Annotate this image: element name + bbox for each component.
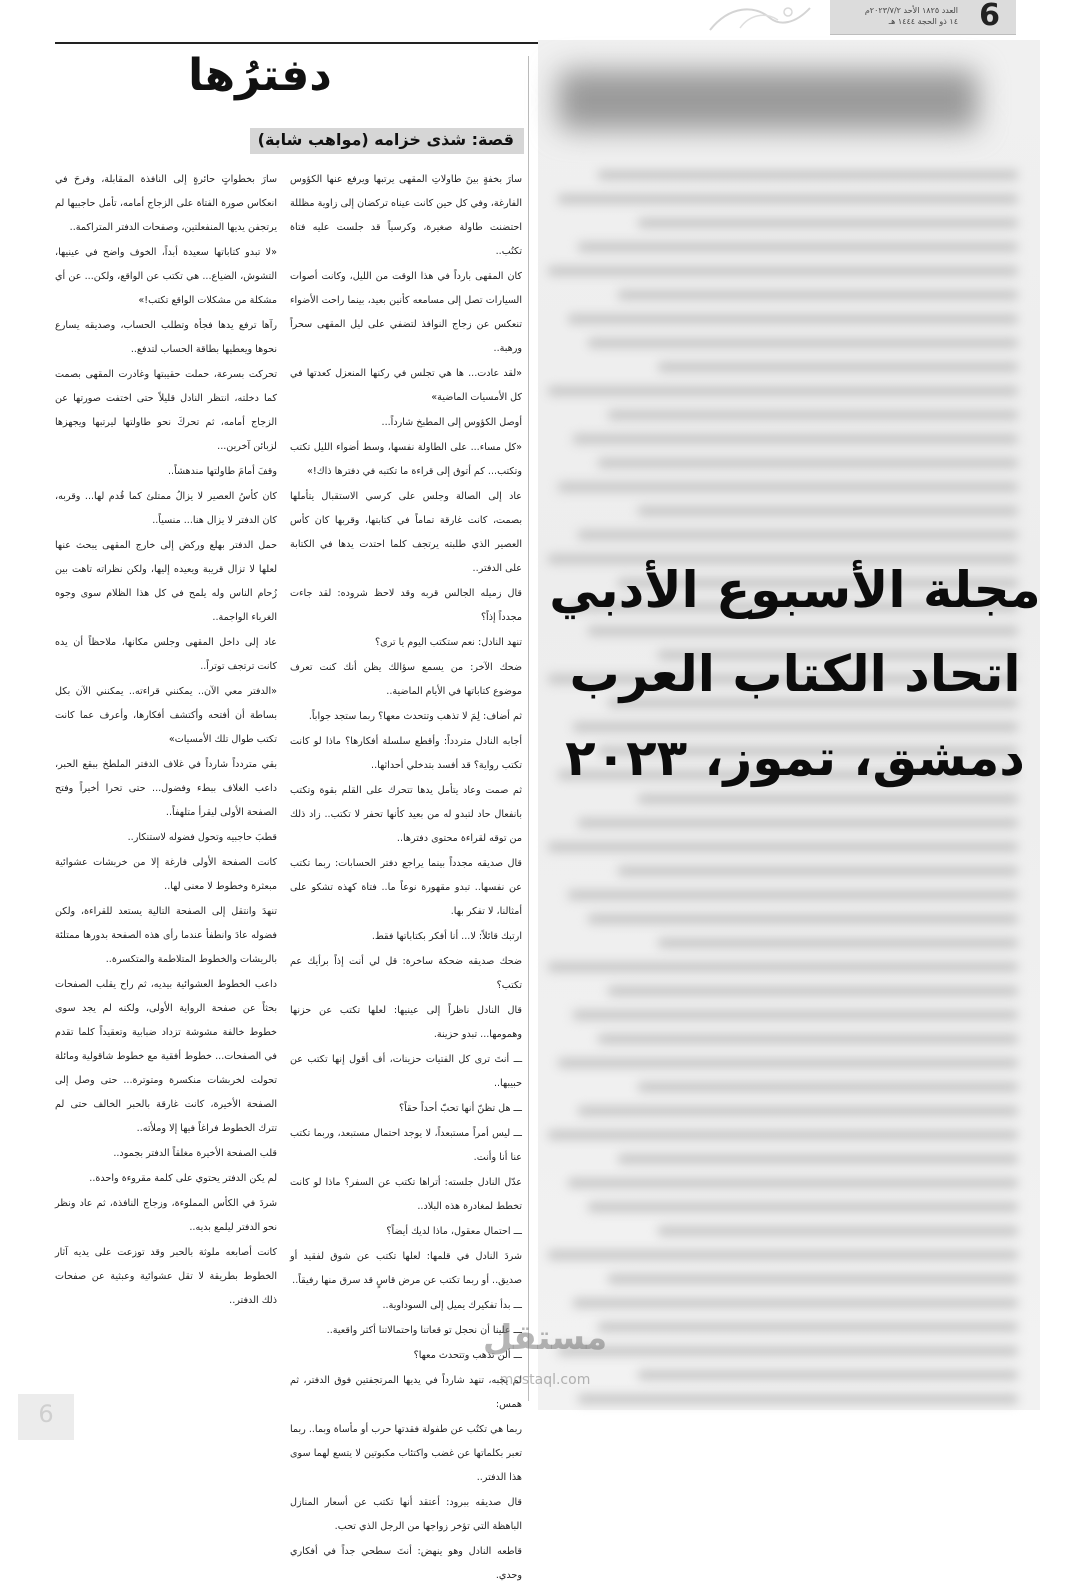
paragraph: كان المقهى بارداً في هذا الوقت من الليل، وكانت أصوات السيارات تصل إلى مسامعه كأنين بعيد، بينما راحت الأضواء تنعكس عن زجاج النوافذ لتضفي على ليل المقهى سحراً ورهبة..: [290, 271, 522, 354]
blurred-text-line: [568, 890, 1018, 900]
blurred-text-line: [548, 962, 1018, 972]
blurred-text-line: [618, 290, 1018, 300]
paragraph: داعب الخطوط العشوائية بيديه، ثم راح يقلب الصفحات بحثاً عن صفحة الرواية الأولى، ولكنه لم يجد سوى خطوط خالفة مشوشة تزداد ضبابية وتعقيداً كلما تقدم في الصفحات... خطوط أفقية مع خطوط شاقولية ومائلة تحولت لخربشات منكسرة ومتوترة... حتى وصل إلى الصفحة الأخيرة، كانت غارقة بالحبر الخالف حتى لم تترك الخطوط فراغاً فيها إلا وملأته..: [55, 979, 277, 1134]
blurred-text-line: [548, 266, 1018, 276]
paragraph: قلب الصفحة الأخيرة مغلقاً الدفتر بجمود..: [113, 1148, 277, 1159]
blurred-text-line: [558, 1058, 1018, 1068]
watermark-line-3: دمشق، تموز، ٢٠٢٣: [565, 729, 1025, 787]
article-column-left: [55, 168, 277, 1400]
blurred-text-line: [573, 1298, 1018, 1308]
paragraph: كانت الصفحة الأولى فارغة إلا من خربشات عشوائية مبعثرة وخطوط لا معنى لها..: [55, 857, 277, 892]
issue-line-1: العدد ١٨٢٥ الأحد ٢٠٢٣/٧/٢م: [864, 6, 958, 15]
blurred-text-line: [598, 170, 1018, 180]
section-title: دفترُها: [188, 50, 332, 101]
blurred-text-line: [618, 866, 1018, 876]
blurred-text-line: [598, 458, 1018, 468]
issue-info: [838, 5, 958, 27]
paragraph: قال زميله الجالس قربه وقد لاحظ شروده: لقد جاءت مجدداً إذاً؟: [290, 588, 522, 623]
blurred-text-line: [578, 1394, 1018, 1404]
blurred-text-line: [618, 1154, 1018, 1164]
blurred-text-line: [578, 530, 1018, 540]
paragraph: كانت أصابعه ملوثة بالحبر وقد توزعت على يديه آثار الخطوط بطريقة لا تقل عشوائية وعبثية عن صفحات ذلك الدفتر..: [55, 1247, 277, 1306]
blurred-text-line: [568, 1178, 1018, 1188]
blurred-text-line: [608, 410, 1018, 420]
blurred-text-line: [558, 194, 1018, 204]
paragraph: قال النادل ناظراً إلى عينيها: لعلها تكتب عن حزنها وهمومها... تبدو حزينة.: [290, 1005, 522, 1040]
blurred-text-line: [588, 338, 1018, 348]
watermark-line-2: اتحاد الكتاب العرب: [569, 645, 1021, 703]
paragraph: ضحك صديقه ضحكة ساخرة: قل لي أنت إذاً برأيك عم تكتب؟: [290, 956, 522, 991]
paragraph: ـــ هل تظنّ أنها تحبّ أحداً حقاً؟: [399, 1103, 522, 1114]
blurred-text-line: [573, 434, 1018, 444]
blurred-text-line: [658, 362, 1018, 372]
blurred-text-line: [638, 1370, 1018, 1380]
paragraph: قال صديقه ببرود: أعتقد أنها تكتب عن أسعار المنازل الباهظة التي تؤخر زواجها من الرجل الذي تحب.: [290, 1497, 522, 1532]
paragraph: عاد إلى الصالة وجلس على كرسي الاستقبال يتأملها بصمت، كانت غارقة تماماً في كتابتها، وقربها كان كأس العصير الذي طلبته يرتجف كلما احتدت يدها في الكتابة على الدفتر..: [290, 491, 522, 574]
paragraph: سارَ بخفةٍ بينَ طاولاتِ المقهى يرتبها ويرفع عنها الكؤوس الفارغة، وفي كل حين كانت عيناه تركضان إلى زاوية مظللة احتضنت طاولة صغيرة، وكرسياً قد جلست عليه فتاة تكتُب..: [290, 174, 522, 257]
paragraph: قاطعه النادل وهو ينهض: أنتَ سطحي جداً في أفكاري وحدي.: [290, 1546, 522, 1581]
blurred-text-line: [548, 1130, 1018, 1140]
paragraph: قال صديقه مجدداً بينما يراجع دفتر الحسابات: ربما تكتب عن نفسها.. تبدو مقهورة نوعاً ما.. فتاة كهذه تشكو على أمثالنا، لا تفكر بها.: [290, 858, 522, 917]
footer-page-number: 6: [38, 1400, 54, 1428]
blurred-text-line: [578, 818, 1018, 828]
paragraph: ثم صمت وعاد يتأمل يدها تتحرك على القلم بقوة وتكتب بانفعال حاد لتبدو له من بعيد كأنها تحفر لا تكتب.. زاد ذلك من توقه لقراءة محتوى دفترها..: [290, 785, 522, 844]
paragraph: «لا تبدو كتاباتها سعيدة أبداً، الخوف واضح في عينيها، التشوش، الضياع... هي تكتب عن الواقع، ولكن... عن أي مشكلة من مشكلات الواقع تكتب!»: [55, 247, 277, 306]
paragraph: شردَ في الكأس المملوءة، وزجاج النافذة، ثم عاد ونظر نحو الدفتر ليلمع بديه..: [55, 1198, 277, 1233]
paragraph: «كل مساء... على الطاولة نفسها، وسط أضواء الليل تكتب وتكتب... كم أتوق إلى قراءة ما تكتبه في دفترها ذاك!»: [290, 442, 522, 477]
paragraph: بقي متردداً شارداً في غلاف الدفتر الملطخ ببقع الحبر، داعب الغلاف ببطء وفضول... حتى تحرا أخيراً وفتح الصفحة الأولى ليقرأ متلهفاً..: [55, 759, 277, 818]
blurred-text-line: [548, 1250, 1018, 1260]
paragraph: ربما هي تكتُب عن طفولة فقدتها حرب أو مأساة وبما.. ربما تعبر بكلماتها عن غضب واكتئاب مكبوتين لا يتسع لهما سوى هذا الدفتر..: [290, 1424, 522, 1483]
blurred-text-line: [658, 938, 1018, 948]
paragraph: كان كأسُ العصير لا يزالُ ممتلئ كما قُدم لها... وقربه، كان الدفتر لا يزال هنا... منسياً..: [55, 491, 277, 526]
paragraph: تحركت بسرعة، حملت حقيبتها وغادرت المقهى بصمت كما دخلته، انتظر النادل قليلاً حتى اختفت صورتها عن الزجاج أمامه، ثم تحركَ نحو طاولتها ليرتبها ويجهزها لزبائن آخرين...: [55, 369, 277, 452]
paragraph: عدّل النادل جلسته: أتراها تكتب عن السفر؟ ماذا لو كانت تخطط لمغادرة هذه البلاد..: [290, 1177, 522, 1212]
blurred-text-line: [558, 1346, 1018, 1356]
paragraph: قطبَ حاجبيه وتحول فضوله لاستنكار..: [127, 832, 277, 843]
page-number: 6: [979, 0, 1000, 33]
blurred-text-line: [568, 314, 1018, 324]
blurred-text-line: [598, 1322, 1018, 1332]
paragraph: تنهدَ وانتقل إلى الصفحة التالية يستعد للقراءة، ولكن فضوله عادَ وانطفأ عندما رأى هذه الصفحة بدورها ممتلئة بالريشات والخطوط المتلاطمة والمتكسرة..: [55, 906, 277, 965]
watermark-line-1: مجلة الأسبوع الأدبي: [549, 561, 1041, 619]
blurred-text-line: [588, 1202, 1018, 1212]
paragraph: ارتبك قائلاً: لا... أنا أفكر بكتاباتها فقط.: [371, 931, 522, 942]
paragraph: ثم أضاف: لِمَ لا تذهب وتتحدث معها؟ ربما ستجد جواباً.: [308, 711, 522, 722]
paragraph: حمل الدفتر بهلع وركض إلى خارج المقهى يبحث عنها لعلها لا تزال قريبة ويعيده إليها، ولكن نظراته تاهت بين زُحام الناس وله يلمح في كل هذا الظلام سوى وجوه الغرباء الواجمة..: [55, 540, 277, 623]
paragraph: تنهد النادل: نعم ستكتب اليوم يا ترى؟: [375, 637, 522, 648]
paragraph: أجابه النادل متردداً: وأقطع سلسلة أفكارها؟ ماذا لو كانت تكتب رواية؟ قد أفسد بتدخلي أحداثها..: [290, 736, 522, 771]
paragraph: سارَ بخطواتٍ حائرةٍ إلى النافذة المقابلة، وفرحَ في انعكاس صورة الفتاة على الزجاج أمامه، تأمل حاجبيها لم يرتجفن يديها المنفعلتين، وصفحات الدفتر المتراكمة..: [55, 174, 277, 233]
site-logo-domain: mostaql.com: [499, 1372, 591, 1388]
floral-ornament-icon: [700, 0, 820, 36]
paragraph: رآها ترفع يدها فجأة وتطلب الحساب، وصديقه يسارع نحوها ويعطيها بطاقة الحساب لتدفع..: [55, 320, 277, 355]
paragraph: ـــ بدأ تفكيرك يميل إلى السوداوية..: [382, 1300, 522, 1311]
blurred-text-line: [658, 1226, 1018, 1236]
blurred-text-line: [638, 1082, 1018, 1092]
blurred-heading: [558, 70, 978, 130]
blurred-text-line: [548, 842, 1018, 852]
blurred-text-line: [588, 914, 1018, 924]
paragraph: وقفَ أمامَ طاولتها مندهشاً..: [167, 466, 277, 477]
watermark-title: [545, 548, 1045, 800]
paragraph: ضحك الآخر: من يسمع سؤالك يظن أنك كنت تعرف موضوع كتاباتها في الأيام الماضية..: [290, 662, 522, 697]
blurred-text-line: [638, 506, 1018, 516]
byline: قصة: شذى خزامه (مواهب شابة): [257, 130, 514, 149]
paragraph: ـــ ألن تذهب وتتحدث معها؟: [413, 1350, 522, 1361]
paragraph: شردَ النادل في قلمها: لعلها تكتب عن شوق لفقيد أو صديق.. أو ربما تكتب عن مرض قاسٍ قد سرق منها رفيقاً..: [290, 1251, 522, 1286]
blurred-text-line: [608, 1274, 1018, 1284]
column-divider: [528, 56, 529, 1401]
paragraph: عاد إلى داخل المقهى وجلس مكانها، ملاحظاً أن يده كانت ترتجف توتراً..: [55, 637, 277, 672]
blurred-text-line: [598, 1034, 1018, 1044]
blurred-text-line: [638, 218, 1018, 228]
site-logo: مستقل: [482, 1318, 608, 1358]
article-column-right: [290, 168, 522, 1581]
paragraph: لم يكن الدفتر يحتوي على كلمة مقروءة واحدة..: [89, 1173, 277, 1184]
paragraph: لم يجبه، تنهد شارداً في يديها المرتجفتين فوق الدفتر، ثم همس:: [290, 1375, 522, 1410]
byline-bar: [250, 128, 524, 154]
issue-line-2: ١٤ ذو الحجة ١٤٤٤ هـ: [888, 17, 958, 26]
blurred-text-line: [578, 1106, 1018, 1116]
paragraph: أوصل الكؤوس إلى المطبخ شارداً...: [381, 417, 522, 428]
header-rule: [55, 42, 550, 44]
paragraph: «الدفتر معي الآن.. يمكنني قراءته.. يمكنني الآن بكل بساطة أن أفتحه وأكتشف أفكارها، وأعرف عما كانت تكتب طوال تلك الأمسيات»: [55, 686, 277, 745]
blurred-text-line: [608, 986, 1018, 996]
page-header-strip: [830, 0, 1016, 35]
blurred-text-line: [558, 482, 1018, 492]
paragraph: «لقد عادت... ها هي تجلس في ركنها المنعزل كعدتها في كل الأمسيات الماضية»: [290, 368, 522, 403]
blurred-text-line: [578, 242, 1018, 252]
blurred-text-line: [573, 1010, 1018, 1020]
paragraph: ـــ احتمال معقول، ماذا لديك أيضاً؟: [386, 1226, 522, 1237]
paragraph: ـــ علينا أن نحجل تو قعاتنا واحتمالاتنا أكثر واقعية..: [326, 1325, 522, 1336]
footer-page-box: [18, 1394, 74, 1440]
paragraph: ـــ ليس أمراً مستبعداً، لا يوجد احتمال مستبعد، وربما تكتب عنا أنا وأنت.: [290, 1128, 522, 1163]
paragraph: ـــ أنتَ ترى كل الفتيات حزينات، أف أقول إنها تكتب عن حبيبها..: [290, 1054, 522, 1089]
blurred-text-line: [548, 386, 1018, 396]
